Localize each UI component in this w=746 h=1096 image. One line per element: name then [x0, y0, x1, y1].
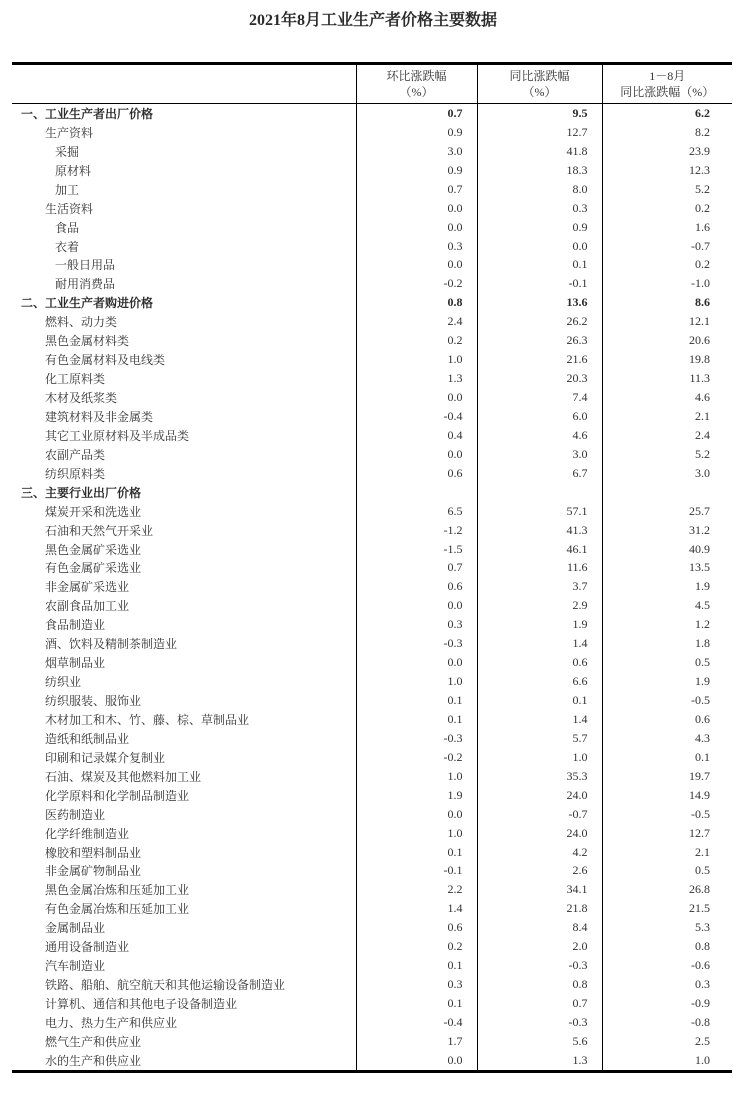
row-mom-value: 0.9: [356, 123, 477, 142]
table-row: [12, 653, 732, 672]
row-ytd-value: 1.0: [602, 1051, 732, 1071]
row-ytd-value: 0.2: [602, 199, 732, 218]
table-row: [12, 786, 732, 805]
row-mom-value: 0.0: [356, 218, 477, 237]
table-header: [12, 64, 732, 104]
row-label: 橡胶和塑料制品业: [45, 845, 142, 860]
row-yoy-value: 1.3: [477, 1051, 602, 1071]
table-row: [12, 615, 732, 634]
table-row: [12, 767, 732, 786]
row-mom-value: 1.0: [356, 767, 477, 786]
row-mom-value: 0.7: [356, 559, 477, 578]
row-mom-value: 0.0: [356, 805, 477, 824]
header-ytd-line2: 同比涨跌幅（%）: [620, 85, 715, 99]
table-row: [12, 426, 732, 445]
row-mom-value: 0.7: [356, 180, 477, 199]
row-yoy-value: 12.7: [477, 123, 602, 142]
row-label: 黑色金属矿采选业: [45, 542, 142, 557]
ppi-data-table: [12, 62, 732, 1073]
row-yoy-value: 18.3: [477, 161, 602, 180]
row-mom-value: 1.0: [356, 824, 477, 843]
row-mom-value: 1.9: [356, 786, 477, 805]
row-mom-value: -0.2: [356, 274, 477, 293]
row-label: 铁路、船舶、航空航天和其他运输设备制造业: [45, 978, 286, 993]
row-ytd-value: -1.0: [602, 274, 732, 293]
table-row: [12, 237, 732, 256]
row-mom-value: 0.0: [356, 596, 477, 615]
row-label: 衣着: [55, 239, 80, 254]
row-yoy-value: 9.5: [477, 104, 602, 123]
header-blank-cell: [12, 64, 356, 104]
row-mom-value: -1.2: [356, 521, 477, 540]
row-mom-value: 1.3: [356, 369, 477, 388]
row-mom-value: 0.0: [356, 445, 477, 464]
row-ytd-value: 11.3: [602, 369, 732, 388]
row-ytd-value: -0.9: [602, 994, 732, 1013]
row-mom-value: 1.0: [356, 672, 477, 691]
row-label: 造纸和纸制品业: [45, 731, 130, 746]
header-yoy-cell: [477, 64, 602, 104]
row-mom-value: -0.2: [356, 748, 477, 767]
row-yoy-value: 41.8: [477, 142, 602, 161]
row-ytd-value: [602, 483, 732, 502]
row-label: 化工原料类: [45, 372, 106, 387]
row-ytd-value: 31.2: [602, 521, 732, 540]
row-mom-value: 0.3: [356, 615, 477, 634]
row-label: 印刷和记录媒介复制业: [45, 750, 166, 765]
row-yoy-value: 1.9: [477, 615, 602, 634]
table-row: [12, 634, 732, 653]
row-ytd-value: 8.6: [602, 293, 732, 312]
row-label: 汽车制造业: [45, 959, 106, 974]
table-row: [12, 975, 732, 994]
row-yoy-value: 24.0: [477, 786, 602, 805]
table-row: [12, 729, 732, 748]
row-label: 加工: [55, 182, 80, 197]
row-label: 医药制造业: [45, 807, 106, 822]
row-ytd-value: 25.7: [602, 502, 732, 521]
row-ytd-value: 20.6: [602, 331, 732, 350]
row-ytd-value: 2.1: [602, 843, 732, 862]
row-yoy-value: 6.7: [477, 464, 602, 483]
row-yoy-value: 26.2: [477, 312, 602, 331]
row-label: 食品: [55, 220, 80, 235]
table-row: [12, 293, 732, 312]
row-label: 三、主要行业出厂价格: [21, 485, 142, 500]
header-mom-line1: 环比涨跌幅: [386, 69, 447, 83]
row-yoy-value: 20.3: [477, 369, 602, 388]
row-ytd-value: 4.3: [602, 729, 732, 748]
row-ytd-value: 1.8: [602, 634, 732, 653]
row-label: 有色金属材料及电线类: [45, 353, 166, 368]
row-yoy-value: 46.1: [477, 540, 602, 559]
row-label: 金属制品业: [45, 921, 106, 936]
row-mom-value: 1.4: [356, 899, 477, 918]
row-label: 木材及纸浆类: [45, 391, 118, 406]
row-ytd-value: 0.5: [602, 862, 732, 881]
row-yoy-value: 0.9: [477, 218, 602, 237]
row-ytd-value: 4.5: [602, 596, 732, 615]
row-mom-value: 3.0: [356, 142, 477, 161]
row-label: 黑色金属材料类: [45, 334, 130, 349]
row-ytd-value: 0.5: [602, 653, 732, 672]
row-mom-value: -0.3: [356, 634, 477, 653]
table-row: [12, 180, 732, 199]
row-yoy-value: 35.3: [477, 767, 602, 786]
row-ytd-value: 1.6: [602, 218, 732, 237]
row-yoy-value: 2.6: [477, 862, 602, 881]
row-ytd-value: 12.3: [602, 161, 732, 180]
table-row: [12, 994, 732, 1013]
table-row: [12, 843, 732, 862]
row-mom-value: 0.0: [356, 199, 477, 218]
table-row: [12, 199, 732, 218]
row-ytd-value: 4.6: [602, 388, 732, 407]
row-yoy-value: 13.6: [477, 293, 602, 312]
row-mom-value: 0.8: [356, 293, 477, 312]
row-label: 纺织服装、服饰业: [45, 694, 142, 709]
row-yoy-value: 0.8: [477, 975, 602, 994]
table-row: [12, 1051, 732, 1071]
table-row: [12, 710, 732, 729]
row-label: 通用设备制造业: [45, 940, 130, 955]
table-row: [12, 918, 732, 937]
table-row: [12, 407, 732, 426]
row-label: 酒、饮料及精制茶制造业: [45, 637, 178, 652]
row-label: 煤炭开采和洗选业: [45, 504, 142, 519]
row-yoy-value: 41.3: [477, 521, 602, 540]
table-row: [12, 142, 732, 161]
row-label: 生活资料: [45, 201, 94, 216]
row-label: 非金属矿采选业: [45, 580, 130, 595]
table-row: [12, 899, 732, 918]
row-label: 木材加工和木、竹、藤、棕、草制品业: [45, 712, 250, 727]
row-label: 一般日用品: [55, 258, 116, 273]
table-row: [12, 937, 732, 956]
table-row: [12, 256, 732, 275]
row-ytd-value: -0.6: [602, 956, 732, 975]
table-row: [12, 748, 732, 767]
row-yoy-value: 0.1: [477, 256, 602, 275]
row-ytd-value: -0.8: [602, 1013, 732, 1032]
row-ytd-value: 0.2: [602, 256, 732, 275]
table-row: [12, 805, 732, 824]
table-row: [12, 862, 732, 881]
row-yoy-value: 26.3: [477, 331, 602, 350]
header-mom-line2: （%）: [399, 85, 434, 99]
row-ytd-value: -0.5: [602, 805, 732, 824]
row-yoy-value: 1.4: [477, 634, 602, 653]
row-mom-value: 0.7: [356, 104, 477, 123]
row-mom-value: 0.6: [356, 577, 477, 596]
table-row: [12, 464, 732, 483]
table-row: [12, 1013, 732, 1032]
row-yoy-value: 0.7: [477, 994, 602, 1013]
row-mom-value: 0.3: [356, 975, 477, 994]
row-mom-value: 1.0: [356, 350, 477, 369]
row-ytd-value: 19.7: [602, 767, 732, 786]
table-row: [12, 331, 732, 350]
row-ytd-value: 12.1: [602, 312, 732, 331]
row-ytd-value: 5.3: [602, 918, 732, 937]
table-row: [12, 521, 732, 540]
row-ytd-value: -0.5: [602, 691, 732, 710]
row-ytd-value: 13.5: [602, 559, 732, 578]
table-row: [12, 540, 732, 559]
row-label: 二、工业生产者购进价格: [21, 296, 154, 311]
row-mom-value: 0.1: [356, 994, 477, 1013]
row-yoy-value: 2.0: [477, 937, 602, 956]
table-row: [12, 388, 732, 407]
row-yoy-value: 0.3: [477, 199, 602, 218]
row-yoy-value: 5.6: [477, 1032, 602, 1051]
row-yoy-value: 8.4: [477, 918, 602, 937]
row-mom-value: 0.0: [356, 388, 477, 407]
table-row: [12, 312, 732, 331]
table-row: [12, 123, 732, 142]
row-yoy-value: 3.0: [477, 445, 602, 464]
row-ytd-value: 21.5: [602, 899, 732, 918]
row-mom-value: 0.2: [356, 331, 477, 350]
row-yoy-value: 21.8: [477, 899, 602, 918]
row-yoy-value: 1.0: [477, 748, 602, 767]
row-label: 石油和天然气开采业: [45, 523, 154, 538]
row-mom-value: 0.2: [356, 937, 477, 956]
table-row: [12, 596, 732, 615]
row-ytd-value: 2.4: [602, 426, 732, 445]
row-yoy-value: 4.6: [477, 426, 602, 445]
table-row: [12, 559, 732, 578]
row-ytd-value: 3.0: [602, 464, 732, 483]
row-mom-value: -0.4: [356, 407, 477, 426]
header-mom-cell: [356, 64, 477, 104]
row-yoy-value: -0.7: [477, 805, 602, 824]
row-yoy-value: 2.9: [477, 596, 602, 615]
row-mom-value: -0.1: [356, 862, 477, 881]
header-yoy-line1: 同比涨跌幅: [509, 69, 570, 83]
row-yoy-value: 6.6: [477, 672, 602, 691]
row-yoy-value: 5.7: [477, 729, 602, 748]
row-mom-value: [356, 483, 477, 502]
row-mom-value: 0.3: [356, 237, 477, 256]
row-label: 一、工业生产者出厂价格: [21, 106, 154, 121]
page-title: 2021年8月工业生产者价格主要数据: [248, 12, 497, 29]
row-mom-value: 1.7: [356, 1032, 477, 1051]
table-body: [12, 104, 732, 1072]
row-label: 生产资料: [45, 125, 94, 140]
row-yoy-value: -0.1: [477, 274, 602, 293]
row-ytd-value: 2.1: [602, 407, 732, 426]
row-yoy-value: 6.0: [477, 407, 602, 426]
row-mom-value: 0.1: [356, 691, 477, 710]
row-ytd-value: 0.6: [602, 710, 732, 729]
row-ytd-value: 0.8: [602, 937, 732, 956]
row-label: 计算机、通信和其他电子设备制造业: [45, 997, 238, 1012]
row-label: 纺织原料类: [45, 466, 106, 481]
table-row: [12, 956, 732, 975]
row-ytd-value: 0.3: [602, 975, 732, 994]
row-label: 烟草制品业: [45, 656, 106, 671]
row-label: 燃料、动力类: [45, 315, 118, 330]
row-ytd-value: 1.9: [602, 577, 732, 596]
row-yoy-value: 34.1: [477, 880, 602, 899]
row-label: 农副食品加工业: [45, 599, 130, 614]
row-label: 非金属矿物制品业: [45, 864, 142, 879]
row-yoy-value: 7.4: [477, 388, 602, 407]
row-label: 有色金属矿采选业: [45, 561, 142, 576]
row-mom-value: 0.0: [356, 653, 477, 672]
row-ytd-value: 1.2: [602, 615, 732, 634]
row-ytd-value: 5.2: [602, 180, 732, 199]
row-ytd-value: 23.9: [602, 142, 732, 161]
table-row: [12, 577, 732, 596]
row-mom-value: -0.4: [356, 1013, 477, 1032]
row-label: 黑色金属冶炼和压延加工业: [45, 883, 190, 898]
table-row: [12, 445, 732, 464]
row-mom-value: 0.1: [356, 843, 477, 862]
row-yoy-value: 3.7: [477, 577, 602, 596]
row-yoy-value: 11.6: [477, 559, 602, 578]
row-label: 化学原料和化学制品制造业: [45, 788, 190, 803]
row-label: 原材料: [55, 163, 92, 178]
row-ytd-value: 14.9: [602, 786, 732, 805]
row-mom-value: 0.0: [356, 1051, 477, 1071]
row-label: 纺织业: [45, 675, 82, 690]
row-ytd-value: -0.7: [602, 237, 732, 256]
row-ytd-value: 5.2: [602, 445, 732, 464]
row-yoy-value: [477, 483, 602, 502]
row-label: 耐用消费品: [55, 277, 116, 292]
row-ytd-value: 26.8: [602, 880, 732, 899]
table-row: [12, 274, 732, 293]
row-ytd-value: 40.9: [602, 540, 732, 559]
row-mom-value: 0.1: [356, 710, 477, 729]
row-ytd-value: 12.7: [602, 824, 732, 843]
row-label: 石油、煤炭及其他燃料加工业: [45, 769, 202, 784]
row-mom-value: 0.9: [356, 161, 477, 180]
table-row: [12, 369, 732, 388]
row-yoy-value: 8.0: [477, 180, 602, 199]
row-mom-value: 0.1: [356, 956, 477, 975]
row-label: 化学纤维制造业: [45, 826, 130, 841]
row-label: 水的生产和供应业: [45, 1053, 142, 1068]
header-yoy-line2: （%）: [522, 85, 557, 99]
row-mom-value: 2.4: [356, 312, 477, 331]
table-row: [12, 691, 732, 710]
table-row: [12, 218, 732, 237]
row-yoy-value: 0.1: [477, 691, 602, 710]
row-label: 其它工业原材料及半成品类: [45, 428, 190, 443]
row-label: 食品制造业: [45, 618, 106, 633]
row-label: 有色金属冶炼和压延加工业: [45, 902, 190, 917]
row-yoy-value: -0.3: [477, 956, 602, 975]
row-ytd-value: 19.8: [602, 350, 732, 369]
row-label: 电力、热力生产和供应业: [45, 1015, 178, 1030]
row-mom-value: -1.5: [356, 540, 477, 559]
table-row: [12, 350, 732, 369]
table-row: [12, 104, 732, 123]
row-mom-value: 6.5: [356, 502, 477, 521]
row-yoy-value: 21.6: [477, 350, 602, 369]
table-row: [12, 672, 732, 691]
row-mom-value: 0.6: [356, 918, 477, 937]
row-yoy-value: 4.2: [477, 843, 602, 862]
header-row: [12, 64, 732, 104]
row-mom-value: 0.6: [356, 464, 477, 483]
row-yoy-value: -0.3: [477, 1013, 602, 1032]
table-row: [12, 1032, 732, 1051]
table-row: [12, 824, 732, 843]
header-ytd-line1: 1－8月: [649, 69, 686, 83]
table-row: [12, 502, 732, 521]
row-yoy-value: 1.4: [477, 710, 602, 729]
row-mom-value: 0.0: [356, 256, 477, 275]
header-ytd-cell: [602, 64, 732, 104]
row-label: 农副产品类: [45, 447, 106, 462]
row-mom-value: 2.2: [356, 880, 477, 899]
row-ytd-value: 2.5: [602, 1032, 732, 1051]
row-ytd-value: 1.9: [602, 672, 732, 691]
table-row: [12, 880, 732, 899]
row-yoy-value: 0.0: [477, 237, 602, 256]
row-ytd-value: 6.2: [602, 104, 732, 123]
row-yoy-value: 24.0: [477, 824, 602, 843]
table-row: [12, 483, 732, 502]
row-label: 燃气生产和供应业: [45, 1034, 142, 1049]
row-ytd-value: 8.2: [602, 123, 732, 142]
row-mom-value: -0.3: [356, 729, 477, 748]
row-ytd-value: 0.1: [602, 748, 732, 767]
row-label: 建筑材料及非金属类: [45, 409, 154, 424]
table-row: [12, 161, 732, 180]
row-yoy-value: 57.1: [477, 502, 602, 521]
row-yoy-value: 0.6: [477, 653, 602, 672]
row-label: 采掘: [55, 144, 80, 159]
row-mom-value: 0.4: [356, 426, 477, 445]
